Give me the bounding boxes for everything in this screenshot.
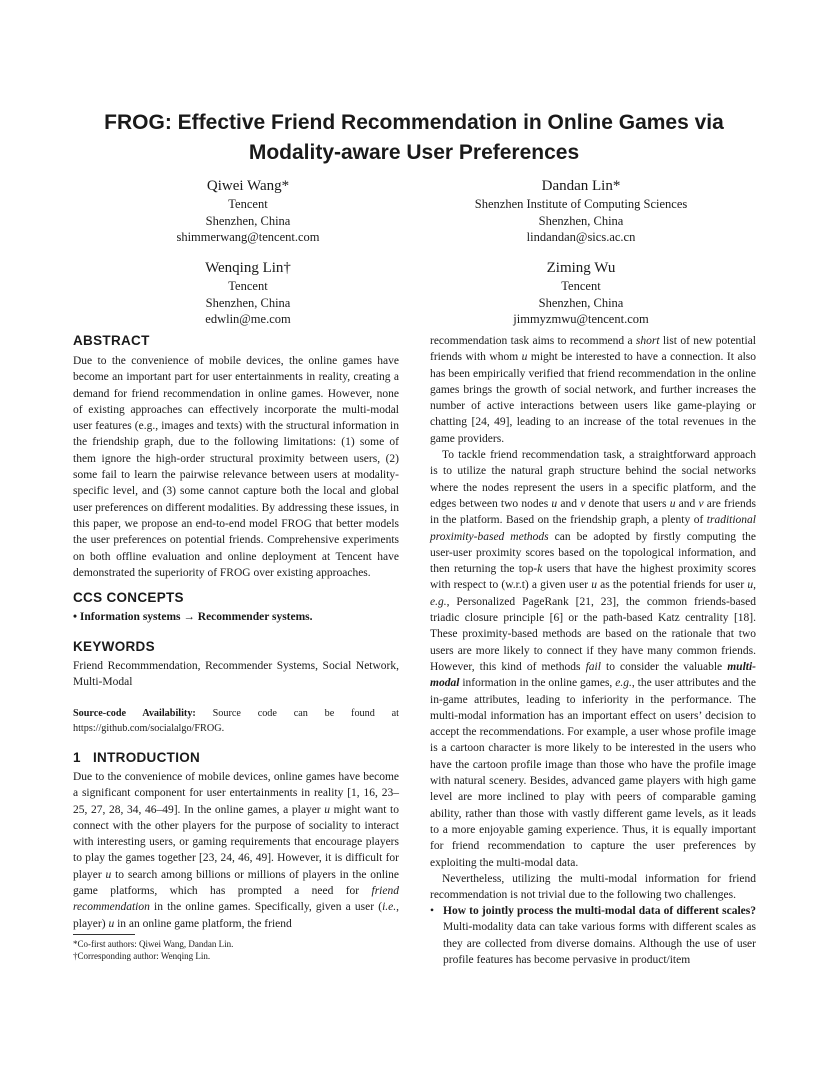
author-email: jimmyzmwu@tencent.com: [513, 312, 649, 326]
author-name: Dandan Lin*: [541, 178, 621, 194]
author-name: Qiwei Wang*: [206, 178, 290, 194]
author-email: lindandan@sics.ac.cn: [526, 230, 636, 244]
intro-paragraph-1: Due to the convenience of mobile devices, online games have become a significant component for user entertainments in reality [1, 16, 23–25, 27, 28, 34, 46–49]. In the online games, a player u might want to connect with the other players for the purpose of sociality to interact with interesting users, or gaming requirements that encourage players to play the games together [23, 24, 46, 49]. However, it is difficult for player u to search among billions or millions of players in the online game platforms, which has prompted a need for friend recommendation in the online games. Specifically, given a user (i.e., player) u in an online game platform, the friend: [73, 771, 400, 930]
title-line-2: Modality-aware User Preferences: [248, 141, 580, 164]
author-block-4: [441, 259, 721, 328]
section-number: 1: [73, 750, 81, 765]
author-name: Wenqing Lin†: [205, 260, 291, 276]
author-location: Shenzhen, China: [538, 213, 624, 228]
ccs-text: [73, 609, 399, 625]
intro-paragraph-3: To tackle friend recommendation task, a straightforward approach is to utilize the natural graph structure behind the social networks where the nodes represent the users in a specific platform, and the edges between two nodes u and v denote that users u and v are friends in the platform. Based on the friendship graph, a plenty of traditional proximity-based methods can be adopted by firstly computing the user-user proximity scores based on the topological information, and then returning the top-k users that have the highest proximity scores with respect to (w.r.t) a given user u as the potential friends for user u, e.g., Personalized PageRank [21, 23], the common friends-based triadic closure principle [6] or the path-based Katz centrality [18]. These proximity-based methods are based on the rationale that two users are more likely to connect if they have many common friends. However, this kind of methods fail to consider the valuable multi-modal information in the online games, e.g., the user attributes and the in-game attributes, leading to inferiority in the performance. The multi-modal information has an important effect on users’ decision to accept the recommendations. For example, a user whose profile image is a cartoon character is more likely to be interested in the users who have the cartoon profile image than those who have the profile image with natural scenery. Besides, advanced game players with high game level are more inclined to play with peers of comparable gaming ability, rather than those with vastly different game levels, as it leads to a more enjoyable gaming experience. Thus, it is equally important for friend recommendation to capture the user preferences by exploiting the multi-modal data.: [430, 449, 756, 869]
challenge-bullet: [430, 903, 756, 968]
abstract-heading: ABSTRACT: [73, 333, 150, 348]
author-block-3: [148, 259, 348, 328]
intro-paragraph-4: Nevertheless, utilizing the multi-modal information for friend recommendation is not trivial due to the following two challenges.: [430, 872, 756, 902]
source-text: Source code can be found at https://github.com/socialalgo/FROG.: [73, 708, 399, 734]
intro-paragraph-2: recommendation task aims to recommend a short list of new potential friends with whom u might be interested to have a connection. It also has been empirically verified that friend recommendation in the online games brings the growth of social network, and further increases the number of active interactions between users like game-playing or chatting [24, 49], leading to an increase of the total revenues in the game providers.: [430, 335, 756, 445]
author-block-1: [148, 177, 348, 246]
author-affiliation: Shenzhen Institute of Computing Sciences: [474, 197, 688, 211]
keywords-heading: KEYWORDS: [73, 639, 155, 654]
abstract-text: Due to the convenience of mobile devices, the online games have become an important part for user entertainments in reality, creating a demand for friend recommendation in online games. However, none of existing approaches can effectively incorporate the multi-modal user features (e.g., images and texts) with the structural information in the friendship graph, due to the following limitations: (1) some of them ignore the high-order structural proximity between users, (2) some fail to learn the pairwise relevance between users at modality-specific level, and (3) some cannot capture both the local and global user preferences on different modalities. By addressing these issues, in this paper, we propose an end-to-end model FROG that better models the user preferences on potential friends. Comprehensive experiments on both offline evaluation and online deployment at Tencent have demonstrated the superiority of FROG over existing approaches.: [73, 355, 399, 579]
author-block-2: [441, 177, 721, 246]
bullet-content: [443, 903, 756, 968]
author-location: Shenzhen, China: [538, 295, 624, 310]
bullet-marker: •: [430, 905, 435, 917]
ccs-heading: CCS CONCEPTS: [73, 590, 184, 605]
footnote-cofirst: *Co-first authors: Qiwei Wang, Dandan Lin.: [73, 939, 234, 949]
keywords-text: Friend Recommmendation, Recommender Systems, Social Network, Multi-Modal: [73, 660, 399, 689]
introduction-heading: [73, 750, 399, 765]
author-location: Shenzhen, China: [205, 295, 291, 310]
author-email: edwlin@me.com: [205, 312, 291, 326]
author-affiliation: Tencent: [228, 197, 268, 211]
title-line-1: FROG: Effective Friend Recommendation in Online Games via: [104, 111, 724, 134]
author-email: shimmerwang@tencent.com: [176, 230, 320, 244]
source-label: Source-code Availability:: [73, 708, 196, 719]
author-location: Shenzhen, China: [205, 213, 291, 228]
paper-title: [40, 108, 788, 168]
author-name: Ziming Wu: [546, 260, 616, 276]
footnote-rule: [73, 934, 135, 935]
bullet-text: Multi-modality data can take various forms with different scales as they are collected from diverse domains. Although the use of user profile features has become pervasive in product/item: [443, 921, 756, 966]
bullet-question: How to jointly process the multi-modal data of different scales?: [443, 905, 756, 917]
author-affiliation: Tencent: [228, 279, 268, 293]
section-title: INTRODUCTION: [93, 750, 201, 765]
right-column-text: [430, 333, 756, 903]
ccs-concept: • Information systems → Recommender systems.: [73, 611, 313, 623]
footnote-corresponding: †Corresponding author: Wenqing Lin.: [73, 951, 211, 961]
author-affiliation: Tencent: [561, 279, 601, 293]
source-availability: [73, 706, 399, 736]
